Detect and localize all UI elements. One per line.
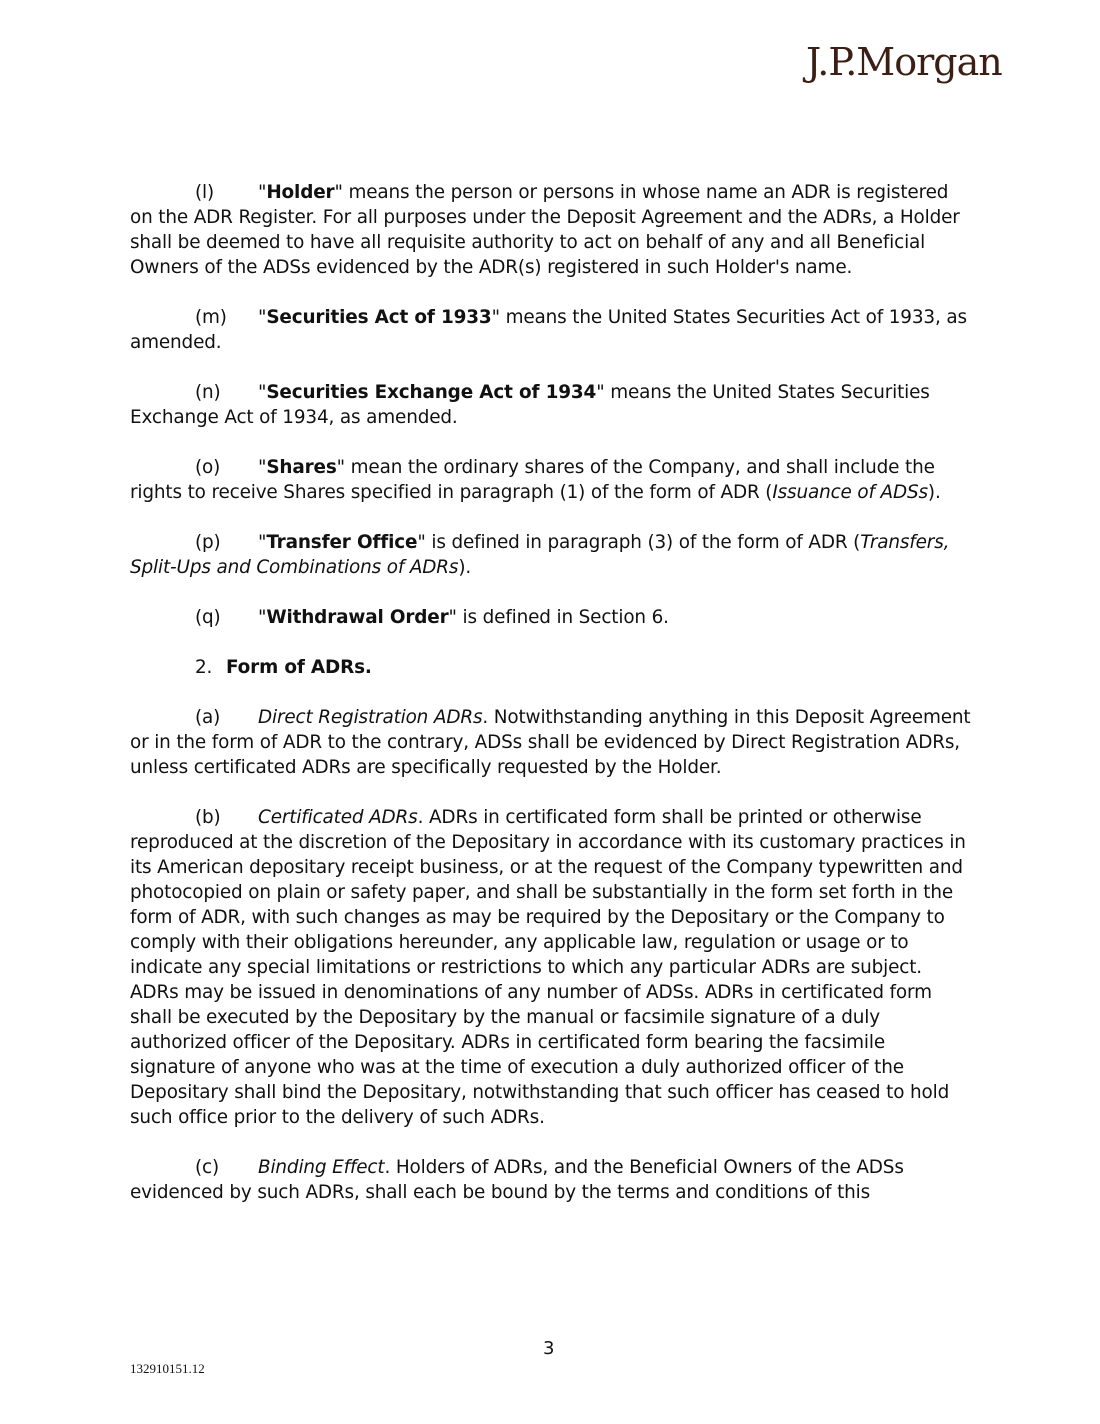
text-run: (b) (195, 807, 221, 828)
defined-term: Holder (266, 182, 335, 203)
page-number: 3 (543, 1338, 555, 1359)
text-run: " (258, 382, 267, 403)
section-heading (130, 655, 972, 680)
text-run: " is defined in paragraph (3) of the form of ADR ( (417, 532, 861, 553)
text-run: (m) (195, 307, 227, 328)
definition-exchange-act (130, 380, 972, 430)
text-run: " mean the ordinary shares of the Company, and shall include the rights to receive Shares specified in paragraph (1) of the form of ADR ( (130, 457, 935, 503)
subsection-b (130, 805, 972, 1130)
defined-term: Shares (266, 457, 337, 478)
definition-shares (130, 455, 972, 505)
text-run: (n) (195, 382, 221, 403)
text-run: ). (927, 482, 941, 503)
text-run: 2. (195, 657, 213, 678)
text-run: " (258, 182, 267, 203)
definition-withdrawal-order (130, 605, 972, 630)
text-run: Binding Effect (258, 1157, 385, 1178)
text-run: . ADRs in certificated form shall be printed or otherwise reproduced at the discretion of the Depositary in accordance with its customary practices in its American depositary receipt business, or at the request of the Company typewritten and photocopied on plain or safety paper, and shall be substantially in the form set forth in the form of ADR, with such changes as may be required by the Depositary or the Company to comply with their obligations hereunder, any applicable law, regulation or usage or to indicate any special limitations or restrictions to which any particular ADRs are subject. ADRs may be issued in denominations of any number of ADSs. ADRs in certificated form shall be executed by the Depositary by the manual or facsimile signature of a duly authorized officer of the Depositary. ADRs in certificated form bearing the facsimile signature of anyone who was at the time of execution a duly authorized officer of the Depositary shall bind the Depositary, notwithstanding that such officer has ceased to hold such office prior to the delivery of such ADRs. (130, 807, 966, 1128)
definition-securities-act (130, 305, 972, 355)
text-run: " (258, 457, 267, 478)
definition-transfer-office (130, 530, 972, 580)
text-run: (p) (195, 532, 221, 553)
text-run: " means the person or persons in whose name an ADR is registered on the ADR Register. For all purposes under the Deposit Agreement and the ADRs, a Holder shall be deemed to have all requisite authority to act on behalf of any and all Beneficial Owners of the ADSs evidenced by the ADR(s) registered in such Holder's name. (130, 182, 960, 278)
text-run: (l) (195, 182, 215, 203)
text-run: " (258, 607, 267, 628)
defined-term: Securities Exchange Act of 1934 (266, 382, 597, 403)
text-run: (c) (195, 1157, 220, 1178)
text-run: Direct Registration ADRs (258, 707, 483, 728)
defined-term: Transfer Office (266, 532, 418, 553)
text-run: (o) (195, 457, 221, 478)
document-body (130, 180, 972, 1230)
subsection-a (130, 705, 972, 780)
text-run: (a) (195, 707, 221, 728)
text-run: " means the United States Securities Act of 1933, as amended. (130, 307, 967, 353)
document-id: 132910151.12 (130, 1361, 205, 1376)
text-run: Certificated ADRs (258, 807, 418, 828)
text-run: " means the United States Securities Exchange Act of 1934, as amended. (130, 382, 930, 428)
text-run: Form of ADRs. (226, 657, 372, 678)
text-run: (q) (195, 607, 221, 628)
defined-term: Securities Act of 1933 (266, 307, 492, 328)
text-run: Transfers, Split-Ups and Combinations of ADRs (130, 532, 950, 578)
text-run: . Holders of ADRs, and the Beneficial Owners of the ADSs evidenced by such ADRs, shall each be bound by the terms and conditions of this (130, 1157, 904, 1203)
text-run: " is defined in Section 6. (448, 607, 669, 628)
jpmorgan-logo: J.P.Morgan (806, 40, 1002, 84)
text-run: . Notwithstanding anything in this Deposit Agreement or in the form of ADR to the contrary, ADSs shall be evidenced by Direct Registration ADRs, unless certificated ADRs are specifically requested by the Holder. (130, 707, 971, 778)
text-run: ). (458, 557, 472, 578)
definition-holder (130, 180, 972, 280)
text-run: Issuance of ADSs (772, 482, 928, 503)
subsection-c (130, 1155, 972, 1205)
defined-term: Withdrawal Order (266, 607, 449, 628)
text-run: " (258, 307, 267, 328)
text-run: " (258, 532, 267, 553)
